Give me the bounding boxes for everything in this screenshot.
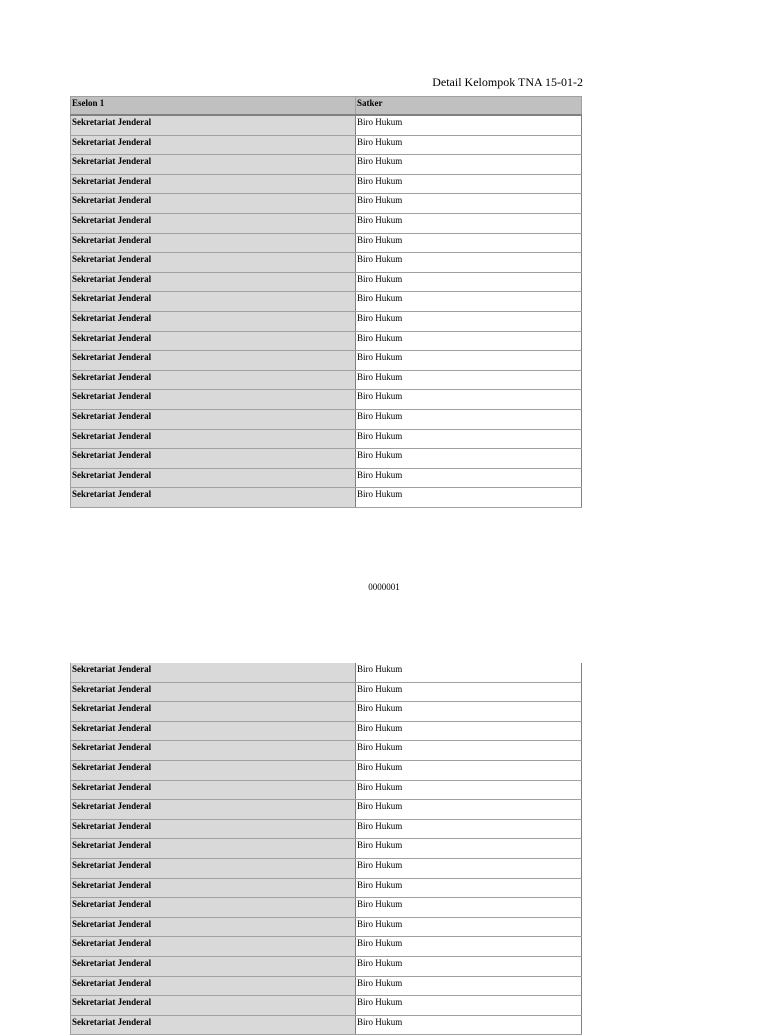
cell-satker: Biro Hukum <box>356 253 582 273</box>
table-row <box>71 741 582 761</box>
table-row <box>71 429 582 449</box>
table-row <box>71 760 582 780</box>
detail-table-page-2 <box>70 663 582 1035</box>
report-title: Detail Kelompok TNA 15-01-2 <box>432 75 583 89</box>
cell-satker: Biro Hukum <box>356 488 582 508</box>
table-row <box>71 155 582 175</box>
cell-satker: Biro Hukum <box>356 898 582 918</box>
table-row <box>71 174 582 194</box>
cell-satker: Biro Hukum <box>356 213 582 233</box>
cell-eselon: Sekretariat Jenderal <box>71 351 356 371</box>
table-row <box>71 135 582 155</box>
table-row <box>71 233 582 253</box>
cell-eselon: Sekretariat Jenderal <box>71 760 356 780</box>
table-row <box>71 682 582 702</box>
cell-eselon: Sekretariat Jenderal <box>71 937 356 957</box>
cell-satker: Biro Hukum <box>356 115 582 135</box>
cell-satker: Biro Hukum <box>356 233 582 253</box>
table-row <box>71 331 582 351</box>
table-row <box>71 468 582 488</box>
cell-satker: Biro Hukum <box>356 702 582 722</box>
cell-satker: Biro Hukum <box>356 468 582 488</box>
column-header-satker: Satker <box>356 97 582 116</box>
table-row <box>71 253 582 273</box>
cell-eselon: Sekretariat Jenderal <box>71 390 356 410</box>
table-row <box>71 780 582 800</box>
cell-satker: Biro Hukum <box>356 409 582 429</box>
cell-satker: Biro Hukum <box>356 155 582 175</box>
detail-table-page-1 <box>70 96 582 508</box>
cell-eselon: Sekretariat Jenderal <box>71 194 356 214</box>
cell-eselon: Sekretariat Jenderal <box>71 272 356 292</box>
table-row <box>71 839 582 859</box>
cell-satker: Biro Hukum <box>356 780 582 800</box>
cell-eselon: Sekretariat Jenderal <box>71 429 356 449</box>
cell-eselon: Sekretariat Jenderal <box>71 1015 356 1035</box>
table-row <box>71 115 582 135</box>
cell-satker: Biro Hukum <box>356 272 582 292</box>
cell-eselon: Sekretariat Jenderal <box>71 741 356 761</box>
cell-eselon: Sekretariat Jenderal <box>71 233 356 253</box>
cell-satker: Biro Hukum <box>356 682 582 702</box>
cell-satker: Biro Hukum <box>356 996 582 1016</box>
table-row <box>71 917 582 937</box>
cell-satker: Biro Hukum <box>356 956 582 976</box>
table-row <box>71 311 582 331</box>
cell-eselon: Sekretariat Jenderal <box>71 878 356 898</box>
cell-satker: Biro Hukum <box>356 858 582 878</box>
cell-satker: Biro Hukum <box>356 292 582 312</box>
cell-eselon: Sekretariat Jenderal <box>71 292 356 312</box>
table-row <box>71 878 582 898</box>
cell-eselon: Sekretariat Jenderal <box>71 370 356 390</box>
table-row <box>71 663 582 682</box>
cell-satker: Biro Hukum <box>356 135 582 155</box>
cell-eselon: Sekretariat Jenderal <box>71 409 356 429</box>
cell-satker: Biro Hukum <box>356 331 582 351</box>
cell-satker: Biro Hukum <box>356 741 582 761</box>
table-row <box>71 721 582 741</box>
table-row <box>71 1015 582 1035</box>
cell-eselon: Sekretariat Jenderal <box>71 858 356 878</box>
cell-eselon: Sekretariat Jenderal <box>71 898 356 918</box>
table-row <box>71 858 582 878</box>
cell-eselon: Sekretariat Jenderal <box>71 976 356 996</box>
cell-satker: Biro Hukum <box>356 976 582 996</box>
table-row <box>71 292 582 312</box>
cell-satker: Biro Hukum <box>356 311 582 331</box>
cell-eselon: Sekretariat Jenderal <box>71 721 356 741</box>
table-header-row <box>71 97 582 116</box>
table-row <box>71 898 582 918</box>
cell-eselon: Sekretariat Jenderal <box>71 917 356 937</box>
table-row <box>71 370 582 390</box>
cell-satker: Biro Hukum <box>356 800 582 820</box>
cell-satker: Biro Hukum <box>356 429 582 449</box>
cell-satker: Biro Hukum <box>356 174 582 194</box>
table-row <box>71 956 582 976</box>
cell-satker: Biro Hukum <box>356 917 582 937</box>
cell-satker: Biro Hukum <box>356 878 582 898</box>
cell-eselon: Sekretariat Jenderal <box>71 468 356 488</box>
cell-eselon: Sekretariat Jenderal <box>71 174 356 194</box>
cell-eselon: Sekretariat Jenderal <box>71 800 356 820</box>
table-row <box>71 996 582 1016</box>
cell-eselon: Sekretariat Jenderal <box>71 213 356 233</box>
cell-satker: Biro Hukum <box>356 721 582 741</box>
cell-eselon: Sekretariat Jenderal <box>71 331 356 351</box>
cell-satker: Biro Hukum <box>356 819 582 839</box>
table-row <box>71 976 582 996</box>
cell-eselon: Sekretariat Jenderal <box>71 819 356 839</box>
cell-satker: Biro Hukum <box>356 449 582 469</box>
table-row <box>71 272 582 292</box>
cell-eselon: Sekretariat Jenderal <box>71 311 356 331</box>
cell-eselon: Sekretariat Jenderal <box>71 702 356 722</box>
cell-satker: Biro Hukum <box>356 760 582 780</box>
cell-eselon: Sekretariat Jenderal <box>71 956 356 976</box>
page-number: 0000001 <box>368 582 400 592</box>
cell-satker: Biro Hukum <box>356 663 582 682</box>
cell-eselon: Sekretariat Jenderal <box>71 663 356 682</box>
table-row <box>71 409 582 429</box>
cell-eselon: Sekretariat Jenderal <box>71 253 356 273</box>
cell-satker: Biro Hukum <box>356 1015 582 1035</box>
cell-eselon: Sekretariat Jenderal <box>71 488 356 508</box>
table-row <box>71 390 582 410</box>
table-row <box>71 819 582 839</box>
cell-satker: Biro Hukum <box>356 390 582 410</box>
cell-eselon: Sekretariat Jenderal <box>71 682 356 702</box>
cell-satker: Biro Hukum <box>356 351 582 371</box>
table-row <box>71 800 582 820</box>
cell-eselon: Sekretariat Jenderal <box>71 780 356 800</box>
cell-eselon: Sekretariat Jenderal <box>71 449 356 469</box>
table-row <box>71 194 582 214</box>
cell-satker: Biro Hukum <box>356 839 582 859</box>
table-row <box>71 702 582 722</box>
table-row <box>71 488 582 508</box>
cell-eselon: Sekretariat Jenderal <box>71 839 356 859</box>
cell-eselon: Sekretariat Jenderal <box>71 155 356 175</box>
table-row <box>71 351 582 371</box>
cell-satker: Biro Hukum <box>356 370 582 390</box>
cell-eselon: Sekretariat Jenderal <box>71 135 356 155</box>
cell-eselon: Sekretariat Jenderal <box>71 996 356 1016</box>
column-header-eselon: Eselon 1 <box>71 97 356 116</box>
cell-satker: Biro Hukum <box>356 194 582 214</box>
cell-eselon: Sekretariat Jenderal <box>71 115 356 135</box>
cell-satker: Biro Hukum <box>356 937 582 957</box>
table-row <box>71 213 582 233</box>
table-row <box>71 937 582 957</box>
table-row <box>71 449 582 469</box>
